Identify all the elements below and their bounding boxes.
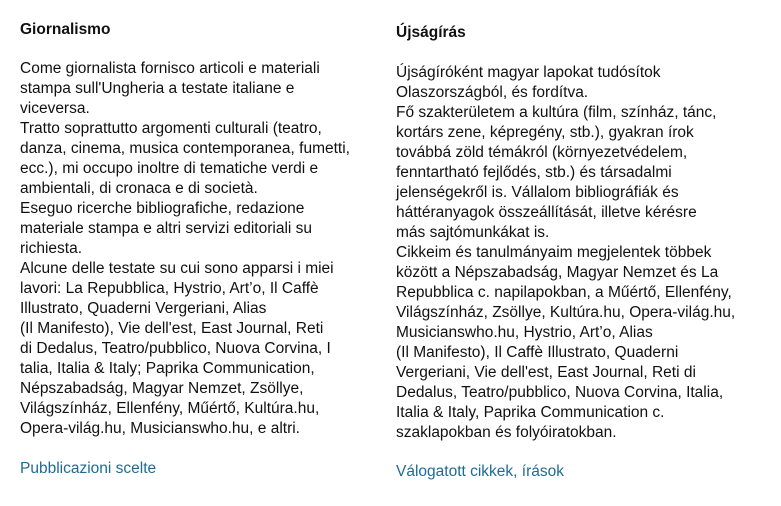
section-heading: Újságírás — [396, 24, 466, 41]
publications-link[interactable]: Pubblicazioni scelte — [20, 460, 157, 477]
body-line: Dedalus, Teatro/pubblico, Nuova Corvina, Italia, — [396, 384, 724, 401]
body-line: Újságíróként magyar lapokat tudósítok — [396, 64, 661, 81]
body-line: Italia & Italy, Paprika Communication c. — [396, 404, 665, 421]
body-line: (Il Manifesto), Vie dell'est, East Journal, Reti — [20, 320, 324, 337]
body-line: Olaszországból, és fordítva. — [396, 84, 589, 101]
section-body — [396, 63, 735, 443]
body-line: szaklapokban és folyóiratokban. — [396, 424, 617, 441]
body-line: Eseguo ricerche bibliografiche, redazione — [20, 200, 305, 217]
body-line: talia, Italia & Italy; Paprika Communication, — [20, 360, 315, 377]
body-line: Világszínház, Ellenfény, Műértő, Kultúra.hu, — [20, 400, 320, 417]
body-line: di Dedalus, Teatro/pubblico, Nuova Corvina, I — [20, 340, 331, 357]
body-line: más sajtómunkákat is. — [396, 224, 550, 241]
articles-link[interactable]: Válogatott cikkek, írások — [396, 463, 564, 480]
body-line: Világszínház, Zsöllye, Kultúra.hu, Opera-világ.hu, — [396, 304, 736, 321]
body-line: Vergeriani, Vie dell'est, East Journal, Reti di — [396, 364, 696, 381]
body-line: danza, cinema, musica contemporanea, fumetti, — [20, 140, 350, 157]
body-line: között a Népszabadság, Magyar Nemzet és La — [396, 264, 719, 281]
body-line: lavori: La Repubblica, Hystrio, Art’o, Il Caffè — [20, 280, 319, 297]
body-line: materiale stampa e altri servizi editoriali su — [20, 220, 313, 237]
body-line: továbbá zöld témákról (környezetvédelem, — [396, 144, 688, 161]
body-line: Alcune delle testate su cui sono apparsi i miei — [20, 260, 334, 277]
section-heading: Giornalismo — [20, 21, 111, 38]
section-body — [20, 59, 350, 439]
body-line: Come giornalista fornisco articoli e materiali — [20, 60, 320, 77]
body-line: Musicianswho.hu, Hystrio, Art’o, Alias — [396, 324, 653, 341]
body-line: Repubblica c. napilapokban, a Műértő, Ellenfény, — [396, 284, 732, 301]
body-line: fenntartható fejlődés, stb.) és társadalmi — [396, 164, 672, 181]
body-line: Fő szakterületem a kultúra (film, színház, tánc, — [396, 104, 717, 121]
body-line: Illustrato, Quaderni Vergeriani, Alias — [20, 300, 267, 317]
body-line: (Il Manifesto), Il Caffè Illustrato, Quaderni — [396, 344, 679, 361]
body-line: háttéranyagok összeállítását, illetve kérésre — [396, 204, 697, 221]
body-line: viceversa. — [20, 100, 90, 117]
body-line: kortárs zene, képregény, stb.), gyakran írok — [396, 124, 694, 141]
body-line: jelenségekről is. Vállalom bibliográfiák és — [396, 184, 679, 201]
body-line: Opera-világ.hu, Musicianswho.hu, e altri. — [20, 420, 300, 437]
body-line: richiesta. — [20, 240, 83, 257]
body-line: Cikkeim és tanulmányaim megjelentek többek — [396, 244, 712, 261]
body-line: Tratto soprattutto argomenti culturali (teatro, — [20, 120, 322, 137]
body-line: ambientali, di cronaca e di società. — [20, 180, 258, 197]
body-line: Népszabadság, Magyar Nemzet, Zsöllye, — [20, 380, 304, 397]
body-line: stampa sull'Ungheria a testate italiane e — [20, 80, 295, 97]
body-line: ecc.), mi occupo inoltre di tematiche verdi e — [20, 160, 319, 177]
